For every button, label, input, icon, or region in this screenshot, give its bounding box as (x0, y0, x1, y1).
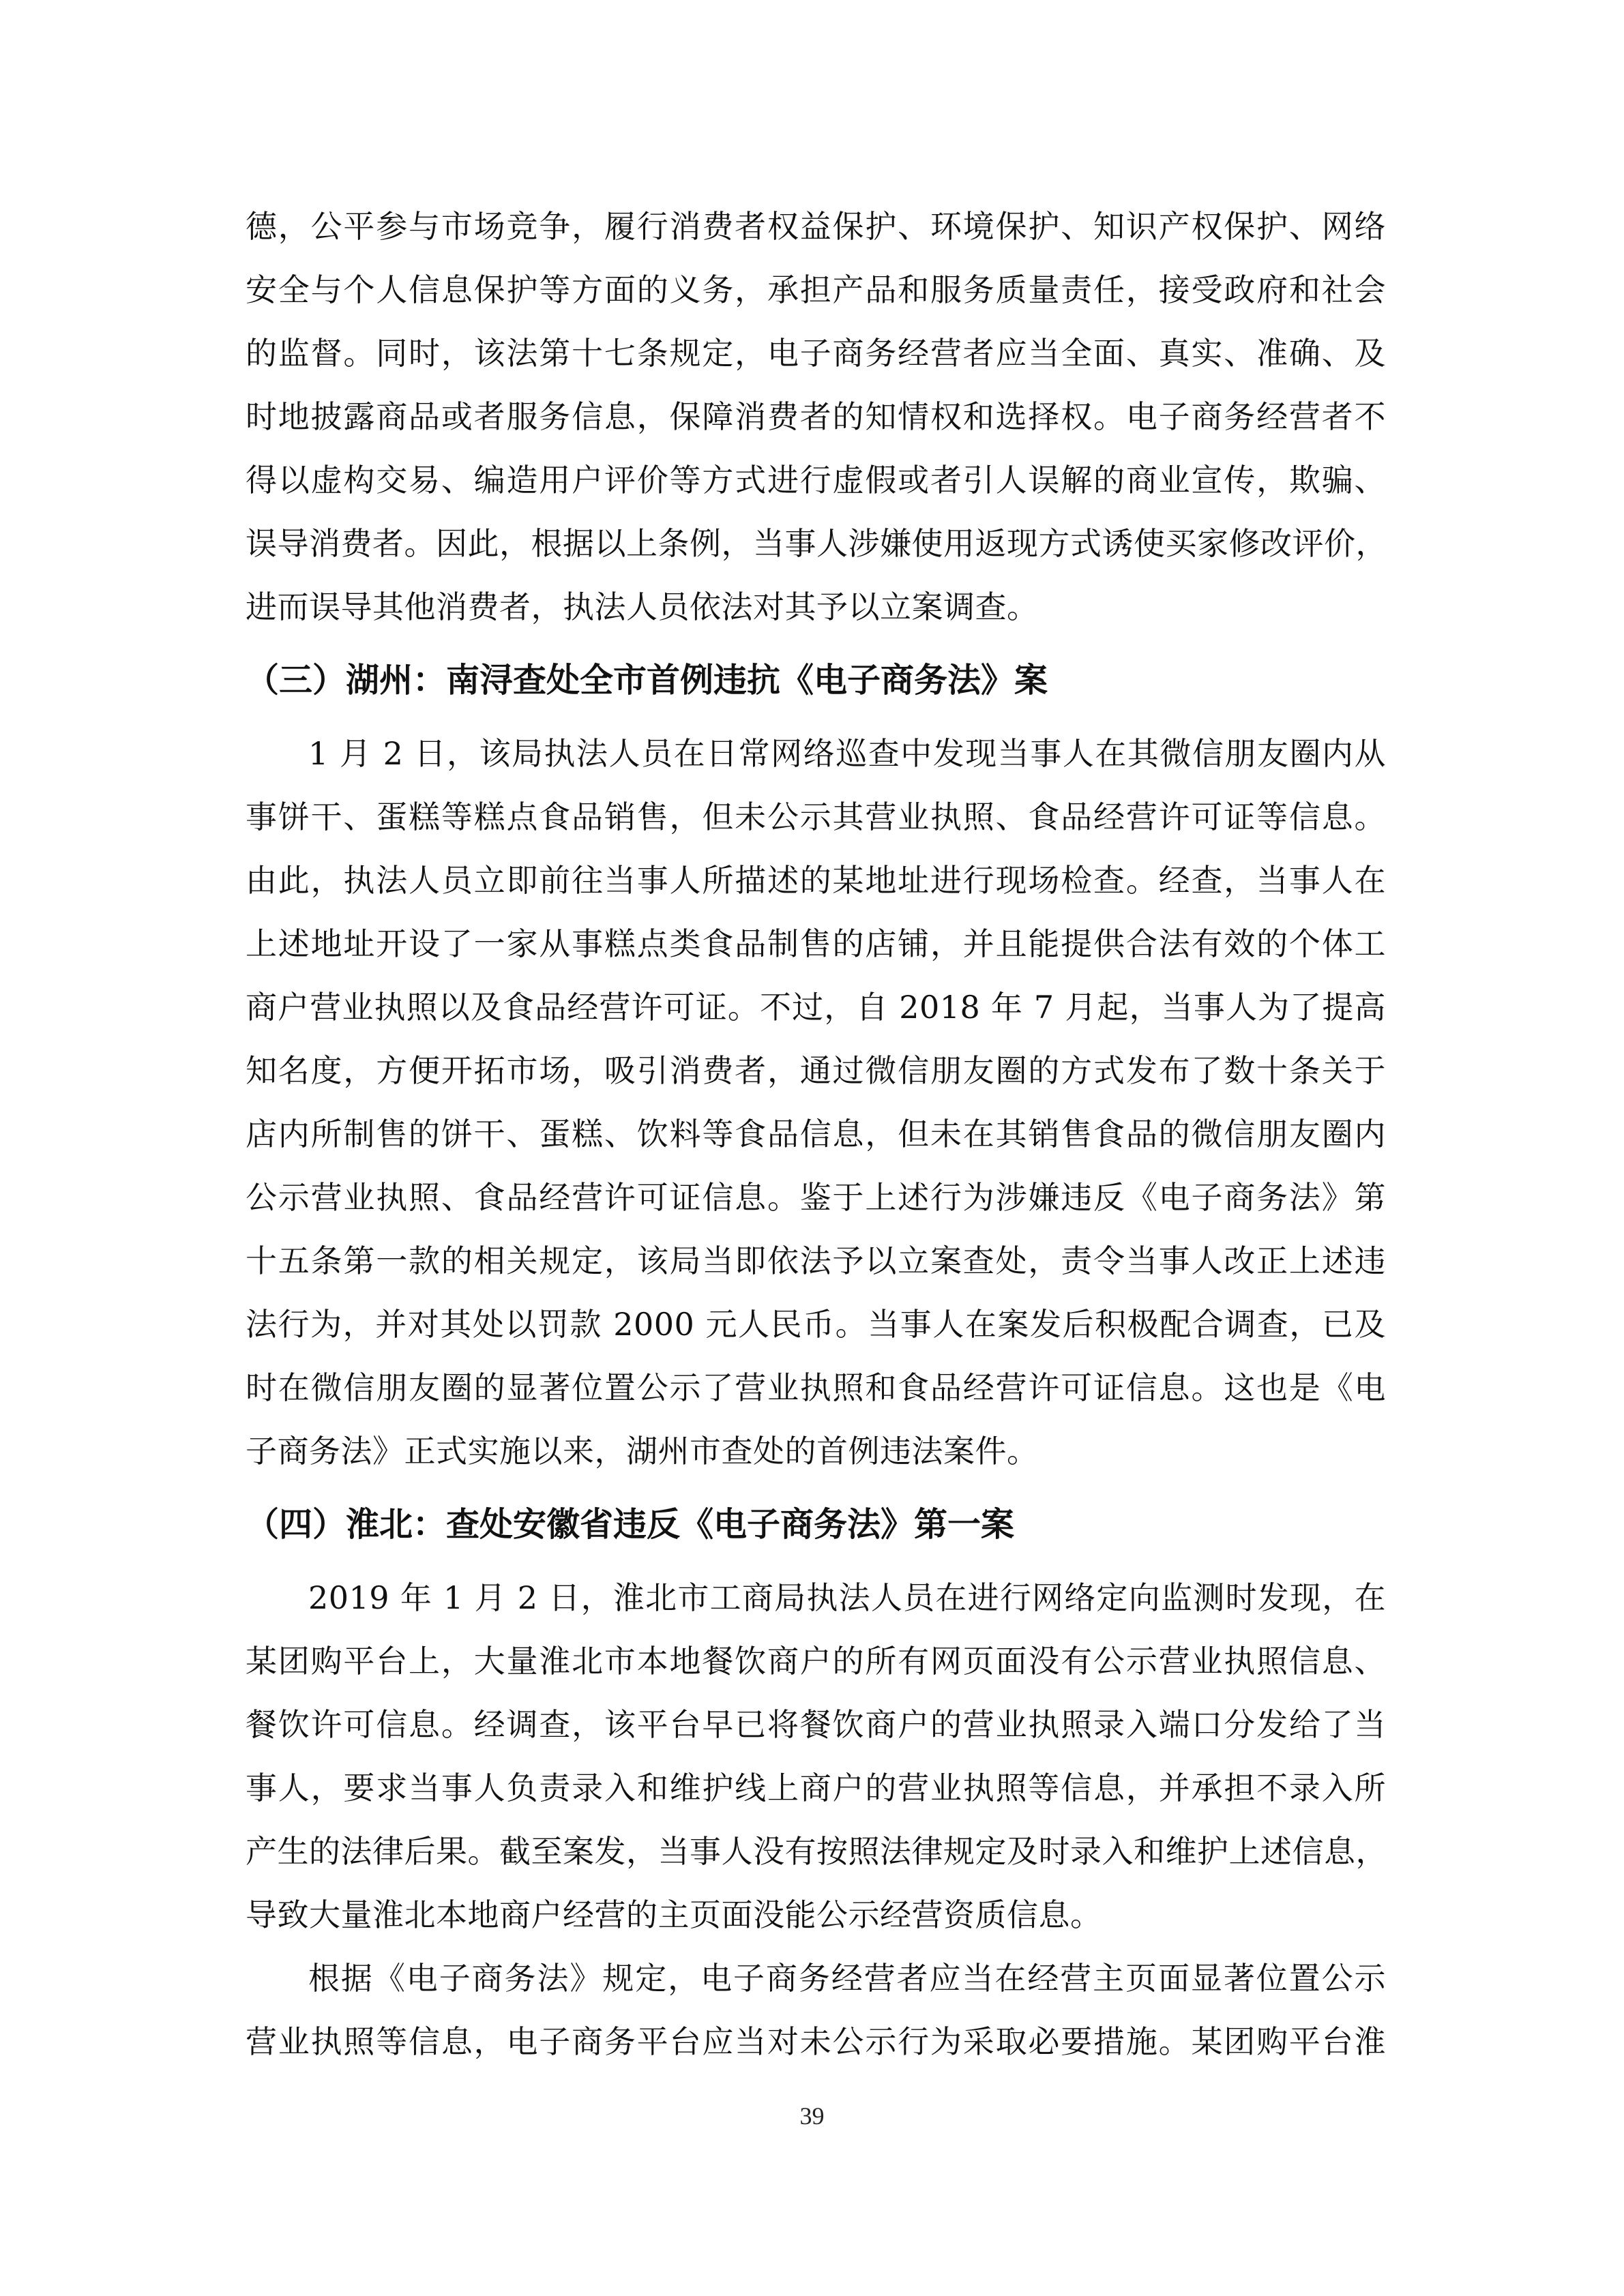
text-line: 德，公平参与市场竞争，履行消费者权益保护、环境保护、知识产权保护、网络 (246, 208, 1386, 245)
text-line-first: 2019 年 1 月 2 日，淮北市工商局执法人员在进行网络定向监测时发现，在 (308, 1579, 1386, 1616)
text-line: 知名度，方便开拓市场，吸引消费者，通过微信朋友圈的方式发布了数十条关于 (246, 1052, 1386, 1089)
text-line-last: 子商务法》正式实施以来，湖州市查处的首例违法案件。 (246, 1433, 1039, 1470)
text-line: 某团购平台上，大量淮北市本地餐饮商户的所有网页面没有公示营业执照信息、 (246, 1643, 1386, 1680)
text-line: 由此，执法人员立即前往当事人所描述的某地址进行现场检查。经查，当事人在 (246, 862, 1386, 899)
text-line: 店内所制售的饼干、蛋糕、饮料等食品信息，但未在其销售食品的微信朋友圈内 (246, 1116, 1386, 1152)
text-line: 公示营业执照、食品经营许可证信息。鉴于上述行为涉嫌违反《电子商务法》第 (246, 1179, 1386, 1216)
text-line-first: 1 月 2 日，该局执法人员在日常网络巡查中发现当事人在其微信朋友圈内从 (308, 735, 1386, 772)
text-line: 的监督。同时，该法第十七条规定，电子商务经营者应当全面、真实、准确、及 (246, 335, 1386, 372)
text-line: 上述地址开设了一家从事糕点类食品制售的店铺，并且能提供合法有效的个体工 (246, 925, 1386, 962)
text-line: 事饼干、蛋糕等糕点食品销售，但未公示其营业执照、食品经营许可证等信息。 (246, 799, 1386, 835)
text-line: 得以虚构交易、编造用户评价等方式进行虚假或者引人误解的商业宣传，欺骗、 (246, 462, 1386, 498)
intro-paragraph (246, 195, 1386, 639)
text-line: 十五条第一款的相关规定，该局当即依法予以立案查处，责令当事人改正上述违 (246, 1242, 1386, 1279)
text-line: 时在微信朋友圈的显著位置公示了营业执照和食品经营许可证信息。这也是《电 (246, 1369, 1386, 1406)
section-three-paragraph (246, 722, 1386, 1483)
text-line: 法行为，并对其处以罚款 2000 元人民币。当事人在案发后积极配合调查，已及 (246, 1306, 1386, 1343)
text-line: 安全与个人信息保护等方面的义务，承担产品和服务质量责任，接受政府和社会 (246, 271, 1386, 308)
text-line: 时地披露商品或者服务信息，保障消费者的知情权和选择权。电子商务经营者不 (246, 398, 1386, 435)
text-line: 商户营业执照以及食品经营许可证。不过，自 2018 年 7 月起，当事人为了提高 (246, 989, 1386, 1026)
section-heading-three: （三）湖州：南浔查处全市首例违抗《电子商务法》案 (246, 661, 1048, 700)
text-line-last: 进而误导其他消费者，执法人员依法对其予以立案调查。 (246, 588, 1039, 625)
text-line: 餐饮许可信息。经调查，该平台早已将餐饮商户的营业执照录入端口分发给了当 (246, 1706, 1386, 1743)
section-four-paragraph-2 (246, 1947, 1386, 2074)
text-line: 误导消费者。因此，根据以上条例，当事人涉嫌使用返现方式诱使买家修改评价， (246, 525, 1387, 562)
page-content (246, 195, 1386, 2074)
page-number: 39 (799, 2102, 825, 2130)
text-line: 产生的法律后果。截至案发，当事人没有按照法律规定及时录入和维护上述信息， (246, 1833, 1387, 1870)
section-heading-four: （四）淮北：查处安徽省违反《电子商务法》第一案 (246, 1505, 1015, 1544)
text-line-first: 根据《电子商务法》规定，电子商务经营者应当在经营主页面显著位置公示 (308, 1960, 1386, 1997)
text-line: 营业执照等信息，电子商务平台应当对未公示行为采取必要措施。某团购平台淮 (246, 2023, 1386, 2060)
text-line-last: 导致大量淮北本地商户经营的主页面没能公示经营资质信息。 (246, 1896, 1102, 1933)
section-four-paragraph-1 (246, 1566, 1386, 1947)
text-line: 事人，要求当事人负责录入和维护线上商户的营业执照等信息，并承担不录入所 (246, 1770, 1386, 1806)
